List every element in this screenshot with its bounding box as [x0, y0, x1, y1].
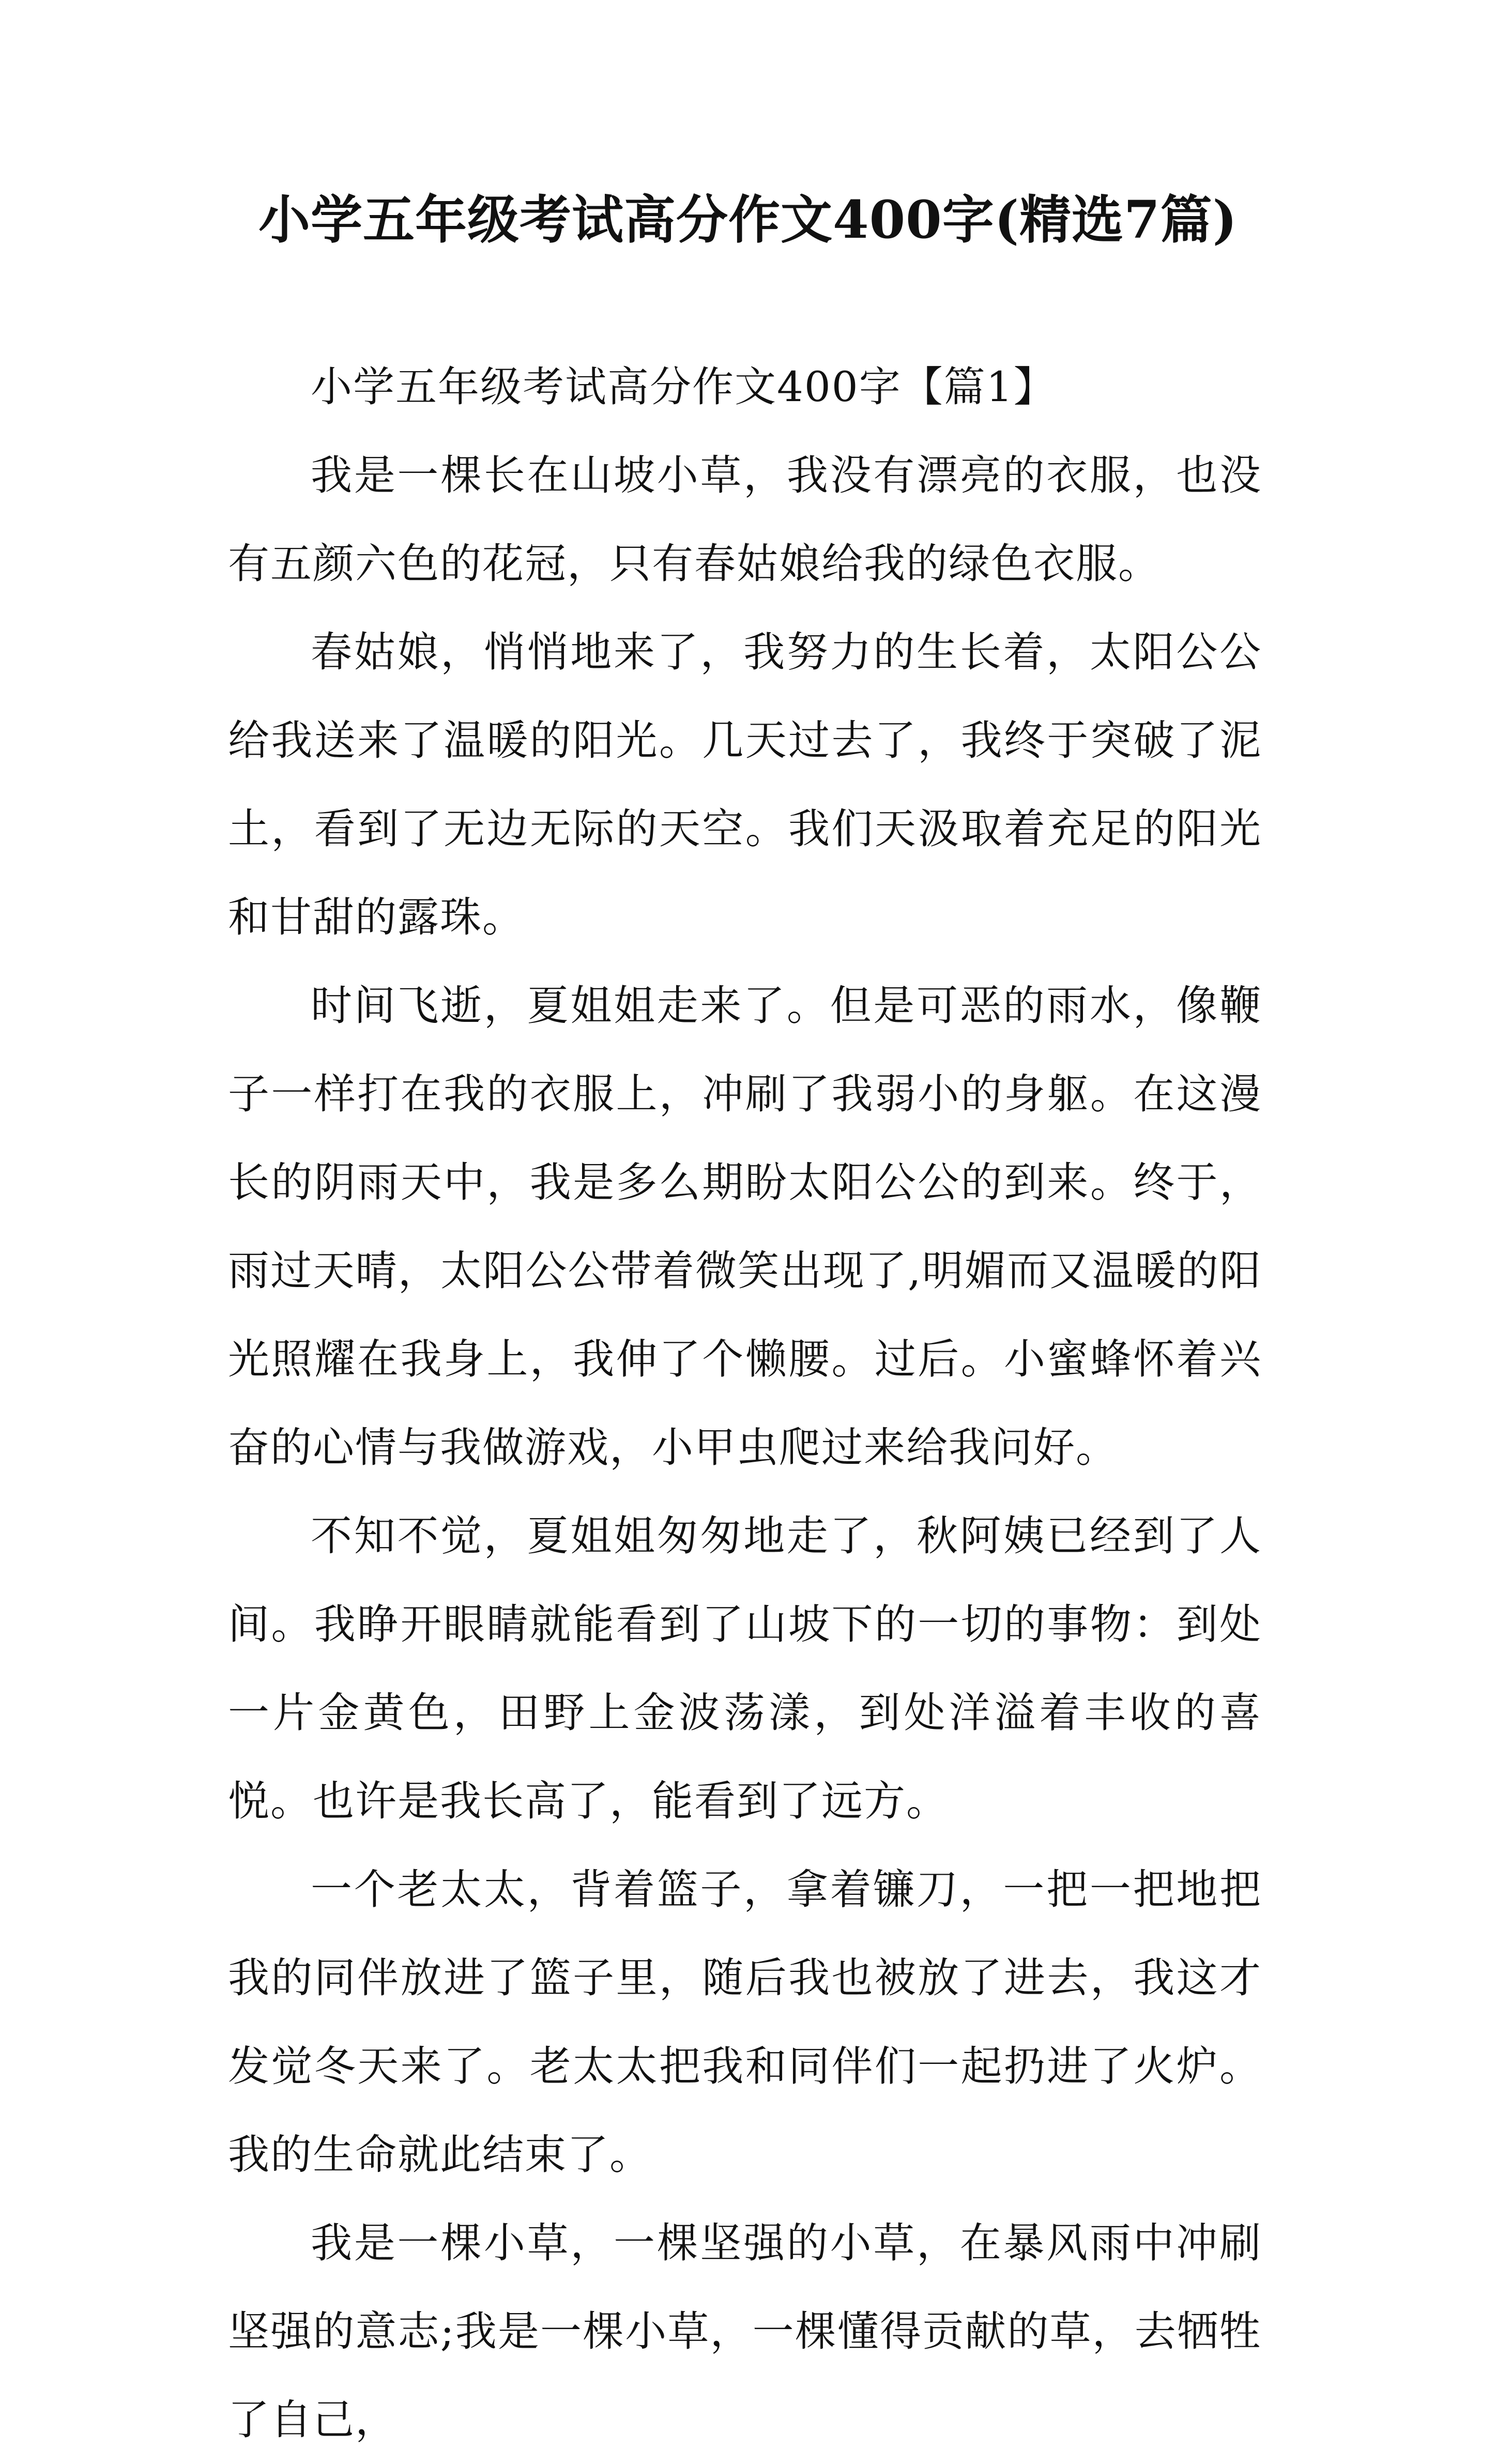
section-heading: 小学五年级考试高分作文400字【篇1】 [311, 363, 1056, 411]
paragraph: 我是一棵长在山坡小草，我没有漂亮的衣服，也没有五颜六色的花冠，只有春姑娘给我的绿色衣服。 [228, 451, 1262, 588]
document-title: 小学五年级考试高分作文400字(精选7篇) [258, 189, 1238, 250]
paragraph: 一个老太太，背着篮子，拿着镰刀，一把一把地把我的同伴放进了篮子里，随后我也被放了进去，我这才发觉冬天来了。老太太把我和同伴们一起扔进了火炉。我的生命就此结束了。 [228, 1865, 1262, 2179]
paragraph: 春姑娘，悄悄地来了，我努力的生长着，太阳公公给我送来了温暖的阳光。几天过去了，我终于突破了泥土，看到了无边无际的天空。我们天汲取着充足的阳光和甘甜的露珠。 [228, 628, 1262, 941]
paragraph: 不知不觉，夏姐姐匆匆地走了，秋阿姨已经到了人间。我睁开眼睛就能看到了山坡下的一切的事物：到处一片金黄色，田野上金波荡漾，到处洋溢着丰收的喜悦。也许是我长高了，能看到了远方。 [228, 1512, 1262, 1825]
document-body [228, 343, 1262, 2464]
paragraph: 时间飞逝，夏姐姐走来了。但是可恶的雨水，像鞭子一样打在我的衣服上，冲刷了我弱小的身躯。在这漫长的阴雨天中，我是多么期盼太阳公公的到来。终于，雨过天晴，太阳公公带着微笑出现了,明媚而又温暖的阳光照耀在我身上，我伸了个懒腰。过后。小蜜蜂怀着兴奋的心情与我做游戏，小甲虫爬过来给我问好。 [228, 982, 1262, 1472]
paragraph: 我是一棵小草，一棵坚强的小草，在暴风雨中冲刷坚强的意志;我是一棵小草，一棵懂得贡献的草，去牺牲了自己， [228, 2219, 1262, 2444]
